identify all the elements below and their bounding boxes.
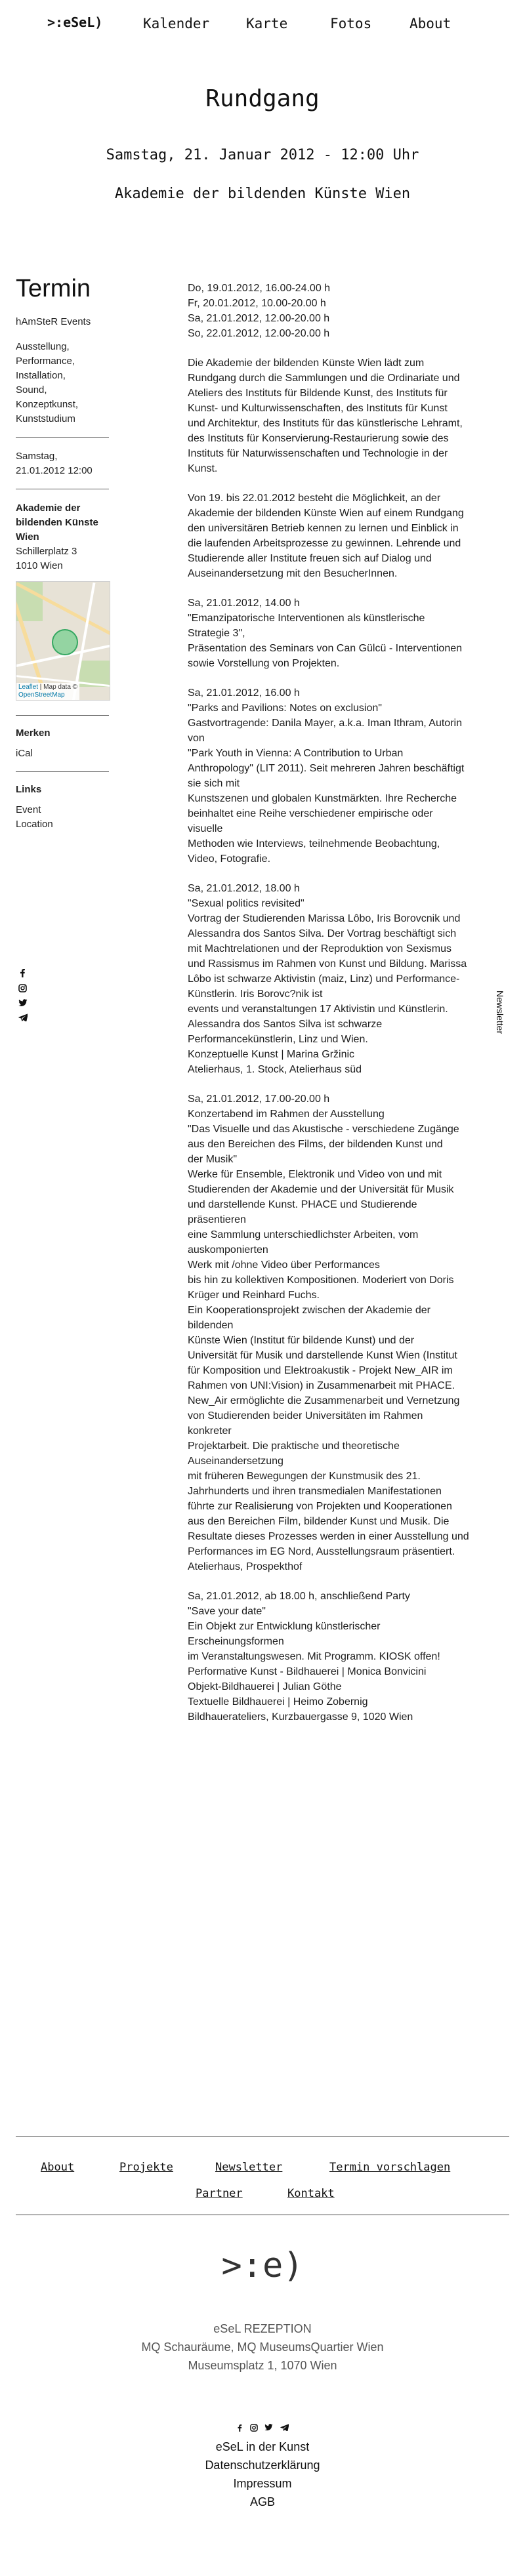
category-item[interactable]: Sound, <box>16 384 47 396</box>
content-line: des Instituts für Konservierung-Restaurierung sowie des <box>188 433 449 444</box>
content-line: Rahmen von UNI:Vision) in Zusammenarbeit mit PHACE. <box>188 1380 455 1391</box>
link-event[interactable]: Event <box>16 804 41 815</box>
footer-link-esel-in-der-kunst[interactable]: eSeL in der Kunst <box>215 2440 310 2453</box>
content-line: "Parks and Pavilions: Notes on exclusion" <box>188 703 382 714</box>
event-date <box>16 449 109 478</box>
content-line: beinhaltet eine Reihe verschiedener empirische oder <box>188 808 433 819</box>
content-line: Krüger und Reinhard Fuchs. <box>188 1290 320 1301</box>
divider <box>16 437 109 438</box>
content-line: Video, Fotografie. <box>188 853 271 865</box>
twitter-icon[interactable] <box>264 2424 273 2431</box>
content-line: Sa, 21.01.2012, ab 18.00 h, anschließend Party <box>188 1591 410 1602</box>
content-line: Anthropology" (LIT 2011). Seit mehreren Jahren beschäftigt <box>188 763 465 774</box>
content-line: Sa, 21.01.2012, 16.00 h <box>188 687 300 699</box>
content-line: "Park Youth in Vienna: A Contribution to Urban <box>188 748 404 759</box>
footer-address-line: Museumsplatz 1, 1070 Wien <box>188 2359 337 2372</box>
content-line: Erscheinungsformen <box>188 1636 284 1647</box>
content-line: bildenden <box>188 1320 234 1331</box>
footer-link-datenschutz[interactable]: Datenschutzerklärung <box>205 2459 320 2472</box>
venue-name-line: Akademie der <box>16 502 81 514</box>
footer-address-line: eSeL REZEPTION <box>213 2322 312 2335</box>
content-paragraph <box>188 596 516 671</box>
content-line: Konzeptuelle Kunst | Marina Gržinic <box>188 1049 355 1060</box>
content-line: Alessandra dos Santos Silva. Der Vortrag beschäftigt sich <box>188 928 457 939</box>
content-paragraph <box>188 1092 516 1574</box>
content-line: So, 22.01.2012, 12.00-20.00 h <box>188 328 330 339</box>
content-line: für Komposition und Elektroakustik - Projekt New_AIR im <box>188 1365 453 1376</box>
content-line: Resultate dieses Prozesses werden in einer Ausstellung und <box>188 1531 469 1542</box>
content-line: "Save your date" <box>188 1606 266 1617</box>
merken-heading: Merken <box>16 727 51 739</box>
content-line: "Emanzipatorische Interventionen als künstlerische <box>188 613 425 624</box>
content-line: Künste Wien (Institut für bildende Kunst) und der <box>188 1335 415 1346</box>
category-item[interactable]: Installation, <box>16 369 66 381</box>
content-line: Gastvortragende: Danila Mayer, a.k.a. Iman Ithram, Autorin <box>188 718 462 729</box>
category-item[interactable]: Performance, <box>16 355 75 367</box>
facebook-icon[interactable] <box>18 968 26 977</box>
content-line: sowie Vorstellung von Projekten. <box>188 658 340 669</box>
content-line: visuelle <box>188 823 223 834</box>
content-line: Do, 19.01.2012, 16.00-24.00 h <box>188 283 331 294</box>
address-line: 1010 Wien <box>16 560 63 571</box>
content-line: Objekt-Bildhauerei | Julian Göthe <box>188 1681 342 1692</box>
divider <box>16 715 109 716</box>
content-paragraph <box>188 881 516 1077</box>
content-paragraph <box>188 356 516 476</box>
content-line: Werke für Ensemble, Elektronik und Video von und mit <box>188 1169 442 1180</box>
content-line: eine Sammlung unterschiedlichster Arbeiten, vom <box>188 1229 419 1240</box>
location-map[interactable] <box>16 581 110 701</box>
content-line: Präsentation des Seminars von Can Gülcü - Interventionen <box>188 643 463 654</box>
content-line: von Studierenden beider Universitäten im Rahmen <box>188 1410 423 1421</box>
footer-link-agb[interactable]: AGB <box>249 2495 275 2508</box>
content-line: auskomponierten <box>188 1244 268 1256</box>
content-line: Rundgang durch die Sammlungen und die Ordinariate und <box>188 373 460 384</box>
content-line: und Architektur, des Instituts für das künstlerische Lehramt, <box>188 418 463 429</box>
content-line: sie sich mit <box>188 778 240 789</box>
content-line: Die Akademie der bildenden Künste Wien lädt zum <box>188 358 425 369</box>
venue-name-link[interactable] <box>16 501 109 544</box>
footer-logo[interactable]: >:e) <box>221 2246 304 2285</box>
content-line: "Das Visuelle und das Akustische - verschiedene Zugänge <box>188 1124 459 1135</box>
location-marker[interactable] <box>52 629 78 655</box>
content-line: Lôbo ist schwarze Aktivistin (maiz, Linz) und Performance- <box>188 973 460 985</box>
telegram-icon[interactable] <box>280 2424 289 2431</box>
venue-name-line: bildenden Künste <box>16 516 98 528</box>
nav-about[interactable]: About <box>410 16 452 31</box>
content-line: Kunstszenen und globalen Kunstmärkten. Ihre Recherche <box>188 793 457 804</box>
footer-link-projekte[interactable]: Projekte <box>119 2161 173 2174</box>
category-item[interactable]: Ausstellung, <box>16 340 70 352</box>
content-line: Vortrag der Studierenden Marissa Lôbo, Iris Borovcnik und <box>188 913 461 924</box>
footer-link-partner[interactable]: Partner <box>196 2187 243 2200</box>
content-line: die laufenden Arbeitsprozesse zu gewinnen. Lehrende und <box>188 538 461 549</box>
content-line: führte zur Realisierung von Projekten und Kooperationen <box>188 1501 452 1512</box>
page-title: Rundgang <box>205 85 320 112</box>
osm-link[interactable]: OpenStreetMap <box>18 691 65 699</box>
content-line: aus den Bereichen des Films, der bildenden Kunst und <box>188 1139 443 1150</box>
footer-link-newsletter[interactable]: Newsletter <box>215 2161 283 2174</box>
map-attribution-text: | Map data © <box>38 683 78 691</box>
footer-link-impressum[interactable]: Impressum <box>233 2477 292 2490</box>
content-line: "Sexual politics revisited" <box>188 898 304 909</box>
content-line: Textuelle Bildhauerei | Heimo Zobernig <box>188 1696 368 1707</box>
social-links <box>18 968 32 1028</box>
content-line: Bildhauerateliers, Kurzbauergasse 9, 1020 Wien <box>188 1711 413 1723</box>
content-line: Konzertabend im Rahmen der Ausstellung <box>188 1109 385 1120</box>
content-line: und Rassismus im Rahmen von Kunst und Bildung. Marissa <box>188 958 467 970</box>
content-line: der Musik" <box>188 1154 238 1165</box>
content-line: Sa, 21.01.2012, 17.00-20.00 h <box>188 1094 330 1105</box>
content-line: mit früheren Bewegungen der Kunstmusik des 21. <box>188 1471 421 1482</box>
content-line: Jahrhunderts und ihren transmedialen Manifestationen <box>188 1486 442 1497</box>
footer-social-links <box>0 2422 525 2434</box>
newsletter-tab[interactable]: Newsletter <box>495 991 505 1034</box>
category-list <box>16 340 109 426</box>
footer-address-line: MQ Schauräume, MQ MuseumsQuartier Wien <box>141 2341 384 2354</box>
event-sidebar <box>16 276 109 832</box>
content-line: Methoden wie Interviews, teilnehmende Beobachtung, <box>188 838 440 849</box>
event-description <box>188 281 516 1739</box>
content-line: Sa, 21.01.2012, 12.00-20.00 h <box>188 313 330 324</box>
content-line: den universitären Betrieb kennen zu lernen und Einblick in <box>188 523 459 534</box>
content-line: Ateliers des Instituts für Bildende Kunst, des Instituts für <box>188 388 448 399</box>
content-line: Fr, 20.01.2012, 10.00-20.00 h <box>188 298 326 309</box>
content-line: Auseinandersetzung mit den BesucherInnen. <box>188 568 398 579</box>
site-logo[interactable]: >:eSeL) <box>47 14 103 30</box>
instagram-icon[interactable] <box>18 984 27 992</box>
content-line: Auseinandersetzung <box>188 1456 284 1467</box>
content-line: Ein Kooperationsprojekt zwischen der Akademie der <box>188 1305 430 1316</box>
sidebar-heading: Termin <box>16 275 91 302</box>
content-line: events und veranstaltungen 17 Aktivistin und Künstlerin. <box>188 1004 448 1015</box>
content-line: Universität für Musik und darstellende Kunst Wien (Institut <box>188 1350 457 1361</box>
map-attribution <box>16 683 79 700</box>
content-line: Strategie 3", <box>188 628 245 639</box>
content-line: präsentieren <box>188 1214 246 1225</box>
event-date-line: Samstag, <box>16 450 58 462</box>
links-heading: Links <box>16 783 42 795</box>
divider <box>16 771 109 772</box>
content-paragraph <box>188 1589 516 1725</box>
content-line: Künstlerin. Iris Borovc?nik ist <box>188 989 323 1000</box>
content-line: Sa, 21.01.2012, 18.00 h <box>188 883 300 894</box>
content-line: und darstellende Kunst. PHACE und Studierende <box>188 1199 417 1210</box>
footer-link-about[interactable]: About <box>41 2161 75 2174</box>
content-line: Kunst. <box>188 463 218 474</box>
content-line: Performances im EG Nord, Ausstellungsraum präsentiert. <box>188 1546 455 1557</box>
event-datetime: Samstag, 21. Januar 2012 - 12:00 Uhr <box>106 147 419 163</box>
content-line: konkreter <box>188 1425 232 1437</box>
content-line: Von 19. bis 22.01.2012 besteht die Möglichkeit, an der <box>188 493 441 504</box>
top-navigation <box>0 0 525 47</box>
nav-fotos[interactable]: Fotos <box>330 16 372 31</box>
address-line: Schillerplatz 3 <box>16 545 77 557</box>
category-item[interactable]: Konzeptkunst, <box>16 398 79 410</box>
event-date-line: 21.01.2012 12:00 <box>16 464 93 476</box>
content-line: Akademie der bildenden Künste Wien auf einem Rundgang <box>188 508 464 519</box>
footer-link-kontakt[interactable]: Kontakt <box>287 2187 335 2200</box>
content-paragraph <box>188 281 516 341</box>
content-line: bis hin zu kollektiven Kompositionen. Moderiert von Doris <box>188 1275 454 1286</box>
instagram-icon[interactable] <box>250 2424 258 2432</box>
leaflet-link[interactable]: Leaflet <box>18 683 39 691</box>
content-paragraph <box>188 685 516 867</box>
content-line: Atelierhaus, 1. Stock, Atelierhaus süd <box>188 1064 362 1075</box>
telegram-icon[interactable] <box>18 1013 28 1021</box>
venue-address <box>16 544 109 573</box>
content-line: Ein Objekt zur Entwicklung künstlerischer <box>188 1621 381 1632</box>
sidebar-links <box>16 803 109 832</box>
content-line: Projektarbeit. Die praktische und theoretische <box>188 1441 400 1452</box>
content-line: Performative Kunst - Bildhauerei | Monica Bonvicini <box>188 1666 427 1677</box>
content-line: Studierende aller Institute freuen sich auf Dialog und <box>188 553 432 564</box>
nav-karte[interactable]: Karte <box>246 16 288 31</box>
content-line: Atelierhaus, Prospekthof <box>188 1561 303 1572</box>
nav-kalender[interactable]: Kalender <box>143 16 210 31</box>
facebook-icon[interactable] <box>236 2424 243 2432</box>
event-venue[interactable]: Akademie der bildenden Künste Wien <box>114 186 411 202</box>
content-line: von <box>188 733 205 744</box>
content-line: Werk mit /ohne Video über Performances <box>188 1259 380 1271</box>
content-line: Kunst- und Kulturwissenschaften, des Instituts für Kunst <box>188 403 448 414</box>
content-paragraph <box>188 491 516 581</box>
ical-link[interactable]: iCal <box>16 747 33 759</box>
content-line: Performancekünstlerin, Linz und Wien. <box>188 1034 368 1045</box>
category-item[interactable]: Kunststudium <box>16 413 75 424</box>
content-line: Sa, 21.01.2012, 14.00 h <box>188 598 300 609</box>
content-line: Studierenden der Akademie und der Universität für Musik <box>188 1184 454 1195</box>
footer-link-termin-vorschlagen[interactable]: Termin vorschlagen <box>329 2161 451 2174</box>
link-location[interactable]: Location <box>16 818 53 830</box>
content-line: aus den Bereichen Film, bildender Kunst und Musik. Die <box>188 1516 450 1527</box>
venue-name-line: Wien <box>16 531 39 542</box>
organizer-link[interactable]: hAmSteR Events <box>16 316 91 327</box>
content-line: Instituts für Naturwissenschaften und Technologie in der <box>188 448 448 459</box>
content-line: mit Machtrelationen und der Reproduktion von Sexismus <box>188 943 452 954</box>
content-line: im Veranstaltungswesen. Mit Programm. KIOSK offen! <box>188 1651 440 1662</box>
content-line: Alessandra dos Santos Silva ist schwarze <box>188 1019 383 1030</box>
twitter-icon[interactable] <box>18 999 28 1007</box>
content-line: New_Air ermöglichte die Zusammenarbeit und Vernetzung <box>188 1395 460 1406</box>
